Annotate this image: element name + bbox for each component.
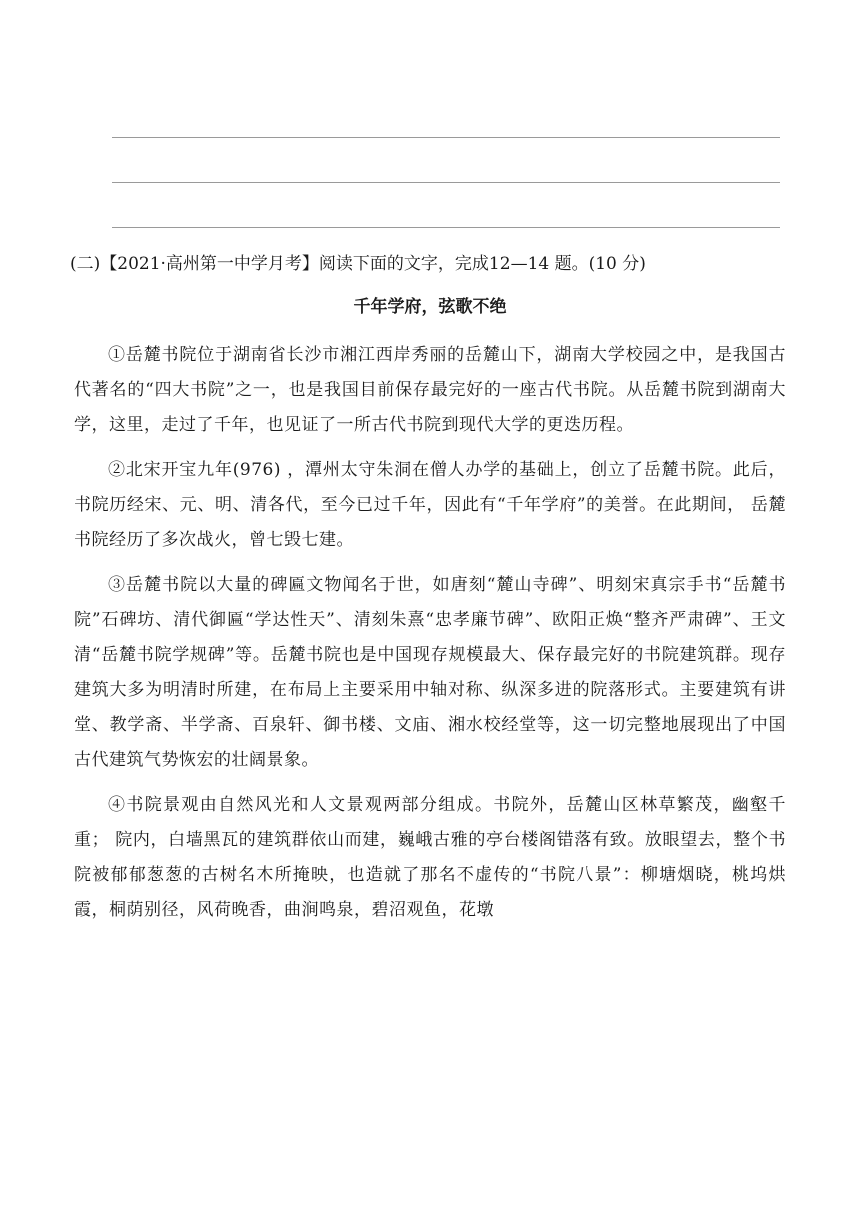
article-body xyxy=(74,338,786,938)
paragraph-2: ②北宋开宝九年(976) ，潭州太守朱洞在僧人办学的基础上，创立了岳麓书院。此后， 书院历经宋、元、明、清各代，至今已过千年，因此有“千年学府”的美誉。在此期间， 岳麓书院经历了多次战火，曾七毁七建。 xyxy=(74,460,786,550)
answer-line xyxy=(112,182,780,183)
section-header: (二)【2021·高州第一中学月考】阅读下面的文字，完成12—14 题。(10 分) xyxy=(70,254,646,274)
paragraph-1: ①岳麓书院位于湖南省长沙市湘江西岸秀丽的岳麓山下，湖南大学校园之中，是我国古代著名的“四大书院”之一，也是我国目前保存最完好的一座古代书院。从岳麓书院到湖南大学，这里，走过了千年，也见证了一所古代书院到现代大学的更迭历程。 xyxy=(74,345,786,435)
paragraph-3: ③岳麓书院以大量的碑匾文物闻名于世，如唐刻“麓山寺碑”、明刻宋真宗手书“岳麓书院”石碑坊、清代御匾“学达性天”、清刻朱熹“忠孝廉节碑”、欧阳正焕“整齐严肃碑”、王文清“岳麓书院学规碑”等。岳麓书院也是中国现存规模最大、保存最完好的书院建筑群。现存建筑大多为明清时所建，在布局上主要采用中轴对称、纵深多进的院落形式。主要建筑有讲堂、教学斋、半学斋、百泉轩、御书楼、文庙、湘水校经堂等，这一切完整地展现出了中国古代建筑气势恢宏的壮阔景象。 xyxy=(74,575,786,770)
answer-line xyxy=(112,137,780,138)
answer-line xyxy=(112,227,780,228)
article-title: 千年学府，弦歌不绝 xyxy=(353,297,507,317)
paragraph-4: ④书院景观由自然风光和人文景观两部分组成。书院外，岳麓山区林草繁茂，幽壑千重； 院内，白墙黑瓦的建筑群依山而建，巍峨古雅的亭台楼阁错落有致。放眼望去，整个书院被郁郁葱葱的古树名木所掩映，也造就了那名不虚传的“书院八景”：柳塘烟晓，桃坞烘霞，桐荫别径，风荷晚香，曲涧鸣泉，碧沼观鱼，花墩 xyxy=(74,795,786,920)
